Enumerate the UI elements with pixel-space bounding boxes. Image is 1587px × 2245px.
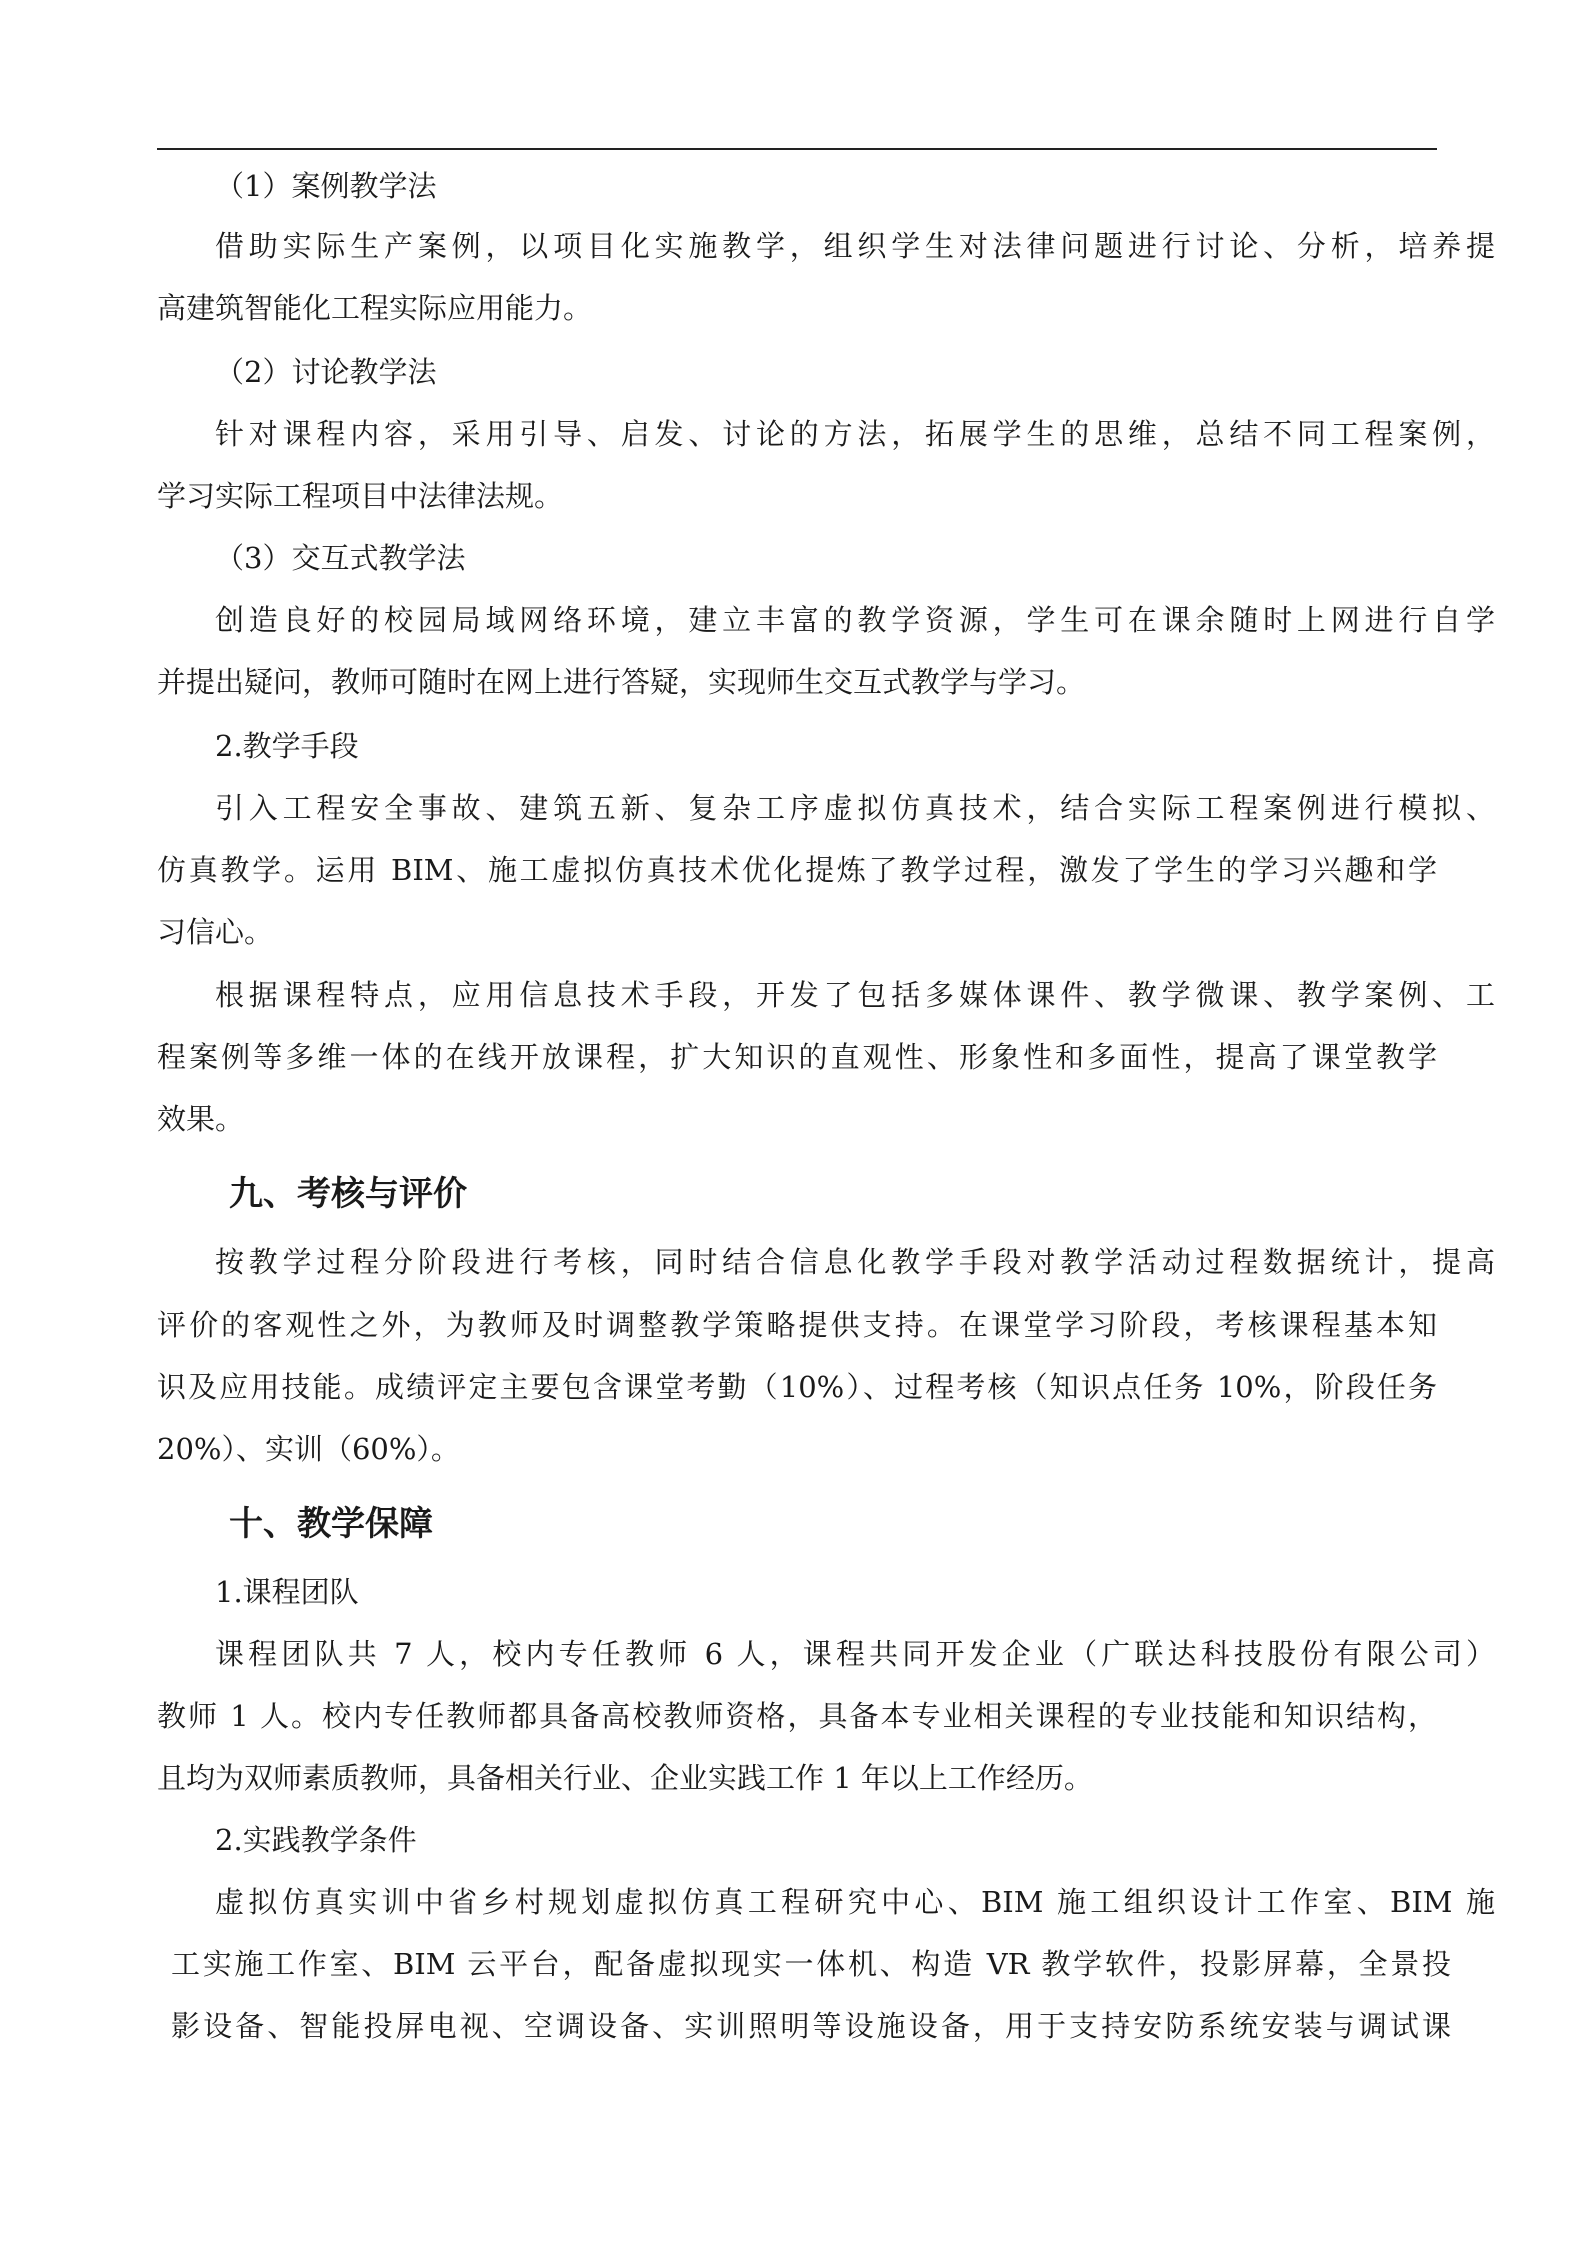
paragraph-line: 影设备、智能投屏电视、空调设备、实训照明等设施设备，用于支持安防系统安装与调试课 — [171, 2009, 1451, 2043]
paragraph-line: 效果。 — [157, 1102, 245, 1136]
paragraph-line: 20%）、实训（60%）。 — [157, 1432, 460, 1466]
paragraph-line: 工实施工作室、BIM 云平台，配备虚拟现实一体机、构造 VR 教学软件，投影屏幕，全景投 — [171, 1947, 1451, 1981]
paragraph-line: 程案例等多维一体的在线开放课程，扩大知识的直观性、形象性和多面性，提高了课堂教学 — [157, 1040, 1437, 1074]
paragraph-line: 创造良好的校园局域网络环境，建立丰富的教学资源，学生可在课余随时上网进行自学 — [215, 603, 1495, 637]
subheading-course-team: 1.课程团队 — [215, 1575, 359, 1609]
paragraph-line: 习信心。 — [157, 915, 274, 949]
subheading-discussion-method: （2）讨论教学法 — [215, 355, 437, 389]
paragraph-line: 评价的客观性之外，为教师及时调整教学策略提供支持。在课堂学习阶段，考核课程基本知 — [157, 1308, 1437, 1342]
paragraph-line: 仿真教学。运用 BIM、施工虚拟仿真技术优化提炼了教学过程，激发了学生的学习兴趣和学 — [157, 853, 1437, 887]
paragraph-line: 虚拟仿真实训中省乡村规划虚拟仿真工程研究中心、BIM 施工组织设计工作室、BIM 施 — [215, 1885, 1495, 1919]
paragraph-line: 按教学过程分阶段进行考核，同时结合信息化教学手段对教学活动过程数据统计，提高 — [215, 1245, 1495, 1279]
subheading-interactive-method: （3）交互式教学法 — [215, 541, 466, 575]
header-rule — [157, 148, 1437, 150]
subheading-practice-conditions: 2.实践教学条件 — [215, 1823, 417, 1857]
paragraph-line: 并提出疑问，教师可随时在网上进行答疑，实现师生交互式教学与学习。 — [157, 665, 1086, 699]
paragraph-line: 根据课程特点，应用信息技术手段，开发了包括多媒体课件、教学微课、教学案例、工 — [215, 978, 1495, 1012]
paragraph-line: 引入工程安全事故、建筑五新、复杂工序虚拟仿真技术，结合实际工程案例进行模拟、 — [215, 791, 1495, 825]
paragraph-line: 学习实际工程项目中法律法规。 — [157, 479, 564, 513]
paragraph-line: 高建筑智能化工程实际应用能力。 — [157, 291, 593, 325]
section-heading-teaching-support: 十、教学保障 — [229, 1504, 433, 1544]
paragraph-line: 课程团队共 7 人，校内专任教师 6 人，课程共同开发企业（广联达科技股份有限公司） — [215, 1637, 1495, 1671]
paragraph-line: 针对课程内容，采用引导、启发、讨论的方法，拓展学生的思维，总结不同工程案例， — [215, 417, 1495, 451]
paragraph-line: 教师 1 人。校内专任教师都具备高校教师资格，具备本专业相关课程的专业技能和知识结构， — [157, 1699, 1437, 1733]
paragraph-line: 且均为双师素质教师，具备相关行业、企业实践工作 1 年以上工作经历。 — [157, 1761, 1093, 1795]
paragraph-line: 识及应用技能。成绩评定主要包含课堂考勤（10%）、过程考核（知识点任务 10%，阶段任务 — [157, 1370, 1437, 1404]
paragraph-line: 借助实际生产案例，以项目化实施教学，组织学生对法律问题进行讨论、分析，培养提 — [215, 229, 1495, 263]
subheading-teaching-means: 2.教学手段 — [215, 729, 359, 763]
subheading-case-method: （1）案例教学法 — [215, 169, 437, 203]
section-heading-assessment: 九、考核与评价 — [229, 1174, 467, 1214]
